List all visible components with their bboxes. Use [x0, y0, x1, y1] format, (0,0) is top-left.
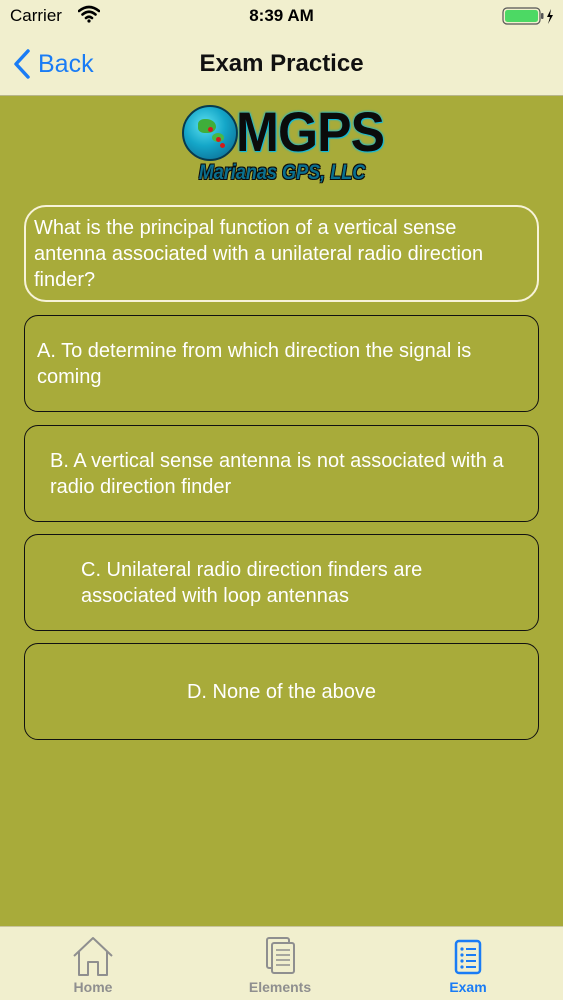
answer-option-a[interactable] — [24, 315, 539, 412]
tab-home[interactable] — [33, 927, 153, 1000]
clock: 8:39 AM — [249, 6, 314, 25]
globe-icon — [182, 105, 238, 161]
navigation-bar — [0, 32, 563, 96]
tab-exam[interactable] — [408, 927, 528, 1000]
back-label: Back — [38, 49, 94, 78]
answer-text: D. None of the above — [186, 680, 376, 703]
tab-elements[interactable] — [220, 927, 340, 1000]
answer-option-b[interactable] — [24, 425, 539, 522]
carrier-label: Carrier — [10, 6, 62, 25]
status-bar — [0, 0, 563, 32]
battery-icon — [502, 6, 556, 26]
answer-text: A. To determine from which direction the signal is coming — [37, 339, 472, 388]
tab-label: Home — [73, 979, 113, 995]
logo-mark: MGPS — [236, 100, 385, 163]
question-text: What is the principal function of a vertical sense antenna associated with a unilateral radio direction finder? — [34, 217, 484, 291]
tab-label: Exam — [449, 979, 487, 995]
tab-bar — [0, 926, 563, 1000]
list-icon — [453, 935, 483, 977]
home-icon — [70, 935, 116, 977]
company-logo — [182, 100, 385, 187]
documents-icon — [263, 935, 297, 977]
page-title: Exam Practice — [199, 50, 364, 77]
answer-option-c[interactable] — [24, 534, 539, 631]
question-box — [24, 205, 539, 302]
answer-option-d[interactable] — [24, 643, 539, 740]
answer-text: C. Unilateral radio direction finders are associated with loop antennas — [81, 558, 423, 607]
answer-text: B. A vertical sense antenna is not associated with a radio direction finder — [50, 449, 504, 498]
tab-label: Elements — [248, 979, 312, 995]
logo-tagline: Marianas GPS, LLC — [198, 161, 366, 184]
